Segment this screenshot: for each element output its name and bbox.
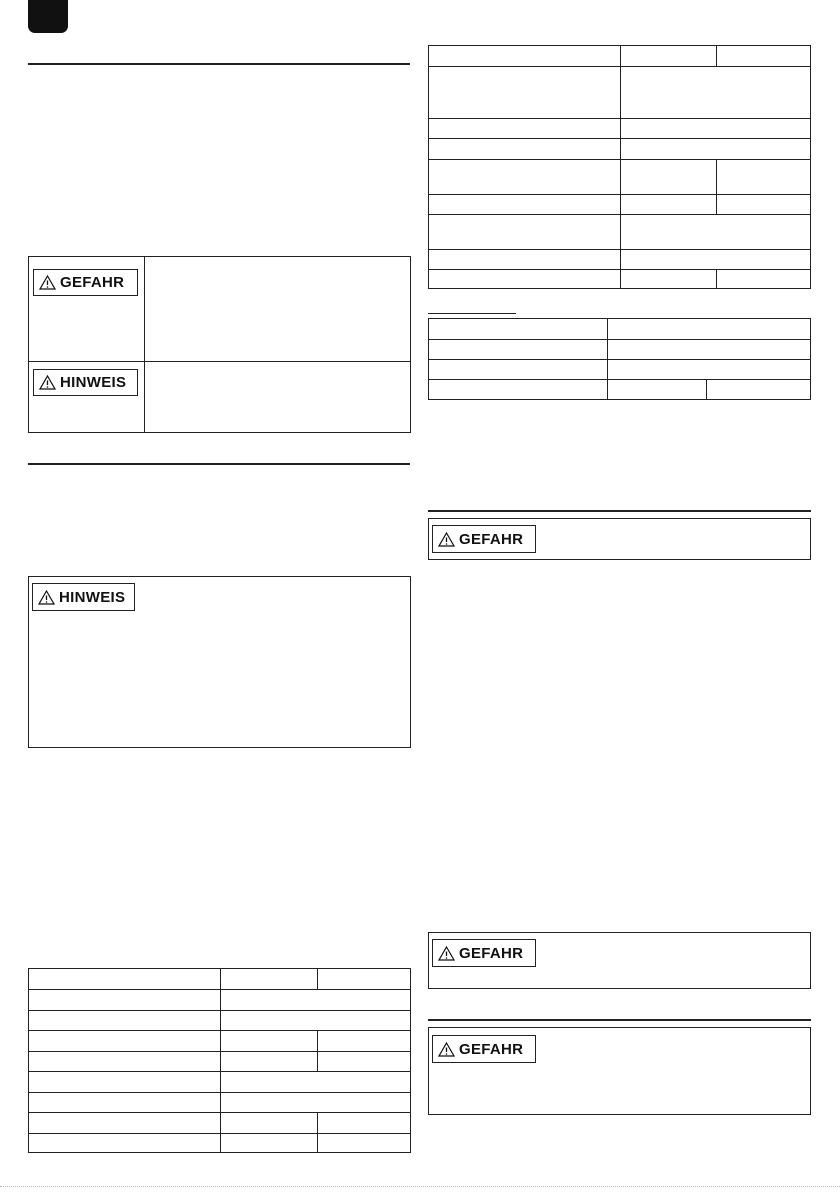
notice-sign-label: HINWEIS xyxy=(60,374,127,391)
table-column-divider xyxy=(620,46,621,288)
spec-table-left xyxy=(28,968,411,1153)
danger-sign-label: GEFAHR xyxy=(459,530,524,548)
spec-table-right-top xyxy=(428,45,811,289)
subheading-underline xyxy=(428,313,516,314)
warning-triangle-icon xyxy=(39,375,56,390)
danger-sign xyxy=(33,269,138,296)
danger-box xyxy=(428,932,811,989)
warning-box xyxy=(28,256,411,433)
danger-sign xyxy=(432,525,536,553)
table-row xyxy=(429,379,810,380)
section-rule xyxy=(428,510,811,512)
warning-box-separator xyxy=(29,361,410,362)
language-tab xyxy=(28,0,68,33)
table-column-divider xyxy=(317,1030,318,1071)
section-rule xyxy=(428,1019,811,1021)
spec-table-right-bottom xyxy=(428,318,811,400)
danger-sign xyxy=(432,939,536,967)
table-column-divider xyxy=(317,969,318,989)
table-row xyxy=(429,359,810,360)
danger-sign xyxy=(432,1035,536,1063)
page-bottom-edge xyxy=(0,1186,840,1187)
danger-sign-label: GEFAHR xyxy=(459,1040,524,1058)
warning-triangle-icon xyxy=(438,946,455,961)
warning-triangle-icon xyxy=(39,275,56,290)
warning-triangle-icon xyxy=(38,590,55,605)
notice-box xyxy=(28,576,411,748)
notice-sign-label: HINWEIS xyxy=(59,588,126,606)
notice-sign xyxy=(32,583,135,611)
table-column-divider xyxy=(716,46,717,66)
section-rule xyxy=(28,463,410,465)
danger-sign-label: GEFAHR xyxy=(60,274,125,291)
table-column-divider xyxy=(706,379,707,400)
table-column-divider xyxy=(317,1112,318,1153)
table-column-divider xyxy=(716,269,717,289)
warning-triangle-icon xyxy=(438,1042,455,1057)
warning-triangle-icon xyxy=(438,532,455,547)
table-column-divider xyxy=(220,969,221,1152)
danger-box xyxy=(428,1027,811,1115)
section-rule xyxy=(28,63,410,65)
table-column-divider xyxy=(716,159,717,214)
notice-sign xyxy=(33,369,138,396)
warning-box-divider xyxy=(144,257,145,432)
danger-box xyxy=(428,518,811,560)
table-row xyxy=(429,339,810,340)
table-column-divider xyxy=(607,319,608,399)
danger-sign-label: GEFAHR xyxy=(459,944,524,962)
